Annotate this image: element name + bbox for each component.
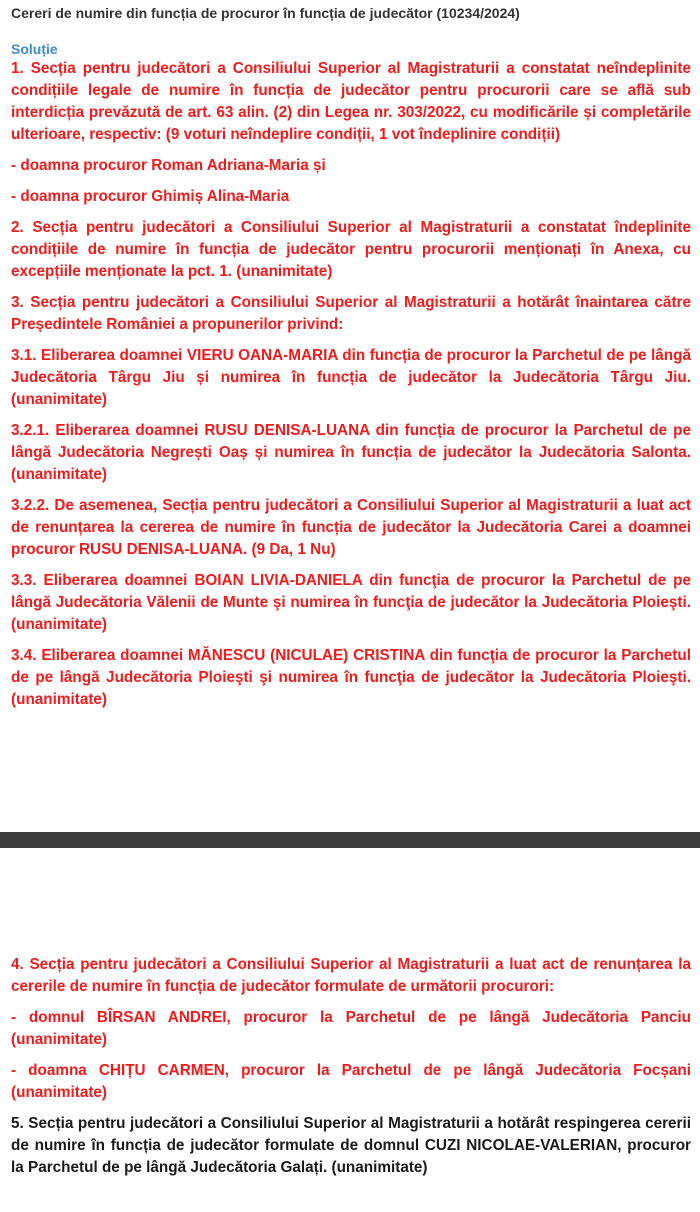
paragraph-1: 1. Secția pentru judecători a Consiliului Superior al Magistraturii a constatat neîndeplinite condițiile legale de numire în funcția de judecător pentru procurorii care se află sub interdicția prevăzută de art. 63 alin. (2) din Legea nr. 303/2022, cu modificările și completările ulterioare, respectiv: (9 voturi neîndeplire condiții, 1 vot îndeplinire condiții): [11, 60, 691, 143]
paragraph-3-2-1: 3.2.1. Eliberarea doamnei RUSU DENISA-LUANA din funcția de procuror la Parchetul de pe lângă Judecătoria Negrești Oaș și numirea în funcția de judecător la Judecătoria Salonta. (unanimitate): [11, 422, 691, 483]
paragraph-4-item-birsan: - domnul BÎRSAN ANDREI, procuror la Parchetul de pe lângă Judecătoria Panciu (unanimitate): [11, 1009, 691, 1048]
paragraph-2: 2. Secția pentru judecători a Consiliului Superior al Magistraturii a constatat îndeplinite condițiile de numire în funcția de judecător pentru procurorii menționați în Anexa, cu excepțiile menționate la pct. 1. (unanimitate): [11, 219, 691, 280]
paragraph-4: 4. Secția pentru judecători a Consiliului Superior al Magistraturii a luat act de renunțarea la cererile de numire în funcția de judecător formulate de următorii procurori:: [11, 956, 691, 995]
paragraph-1-item-ghimis: - doamna procuror Ghimiș Alina-Maria: [11, 188, 290, 205]
paragraph-3: 3. Secția pentru judecători a Consiliului Superior al Magistraturii a hotărât înaintarea către Președintele României a propunerilor privind:: [11, 294, 691, 333]
page-break-divider: [0, 832, 700, 848]
document-title: Cereri de numire din funcția de procuror în funcția de judecător (10234/2024): [11, 5, 520, 21]
paragraph-5: 5. Secția pentru judecători a Consiliului Superior al Magistraturii a hotărât respingerea cererii de numire în funcția de judecător formulate de domnul CUZI NICOLAE-VALERIAN, procuror la Parchetul de pe lângă Judecătoria Galați. (unanimitate): [11, 1115, 691, 1176]
paragraph-3-4: 3.4. Eliberarea doamnei MĂNESCU (NICULAE) CRISTINA din funcţia de procuror la Parchetul de pe lângă Judecătoria Ploieşti şi numirea în funcţia de judecător la Judecătoria Ploieşti. (unanimitate): [11, 647, 691, 708]
paragraph-3-1: 3.1. Eliberarea doamnei VIERU OANA-MARIA din funcția de procuror la Parchetul de pe lângă Judecătoria Târgu Jiu și numirea în funcția de judecător la Judecătoria Târgu Jiu. (unanimitate): [11, 347, 691, 408]
paragraph-3-3: 3.3. Eliberarea doamnei BOIAN LIVIA-DANIELA din funcţia de procuror la Parchetul de pe lângă Judecătoria Vălenii de Munte şi numirea în funcţia de judecător la Judecătoria Ploieşti. (unanimitate): [11, 572, 691, 633]
solution-section: [11, 41, 691, 720]
paragraph-4-item-chitu: - doamna CHIȚU CARMEN, procuror la Parchetul de pe lângă Judecătoria Focșani (unanimitate): [11, 1062, 691, 1101]
continued-section: [11, 954, 691, 1188]
solution-label: Soluție: [11, 41, 58, 57]
paragraph-3-2-2: 3.2.2. De asemenea, Secția pentru judecători a Consiliului Superior al Magistraturii a luat act de renunțarea la cererea de numire în funcția de judecător la Judecătoria Carei a doamnei procuror RUSU DENISA-LUANA. (9 Da, 1 Nu): [11, 497, 691, 558]
paragraph-1-item-roman: - doamna procuror Roman Adriana-Maria și: [11, 157, 326, 174]
